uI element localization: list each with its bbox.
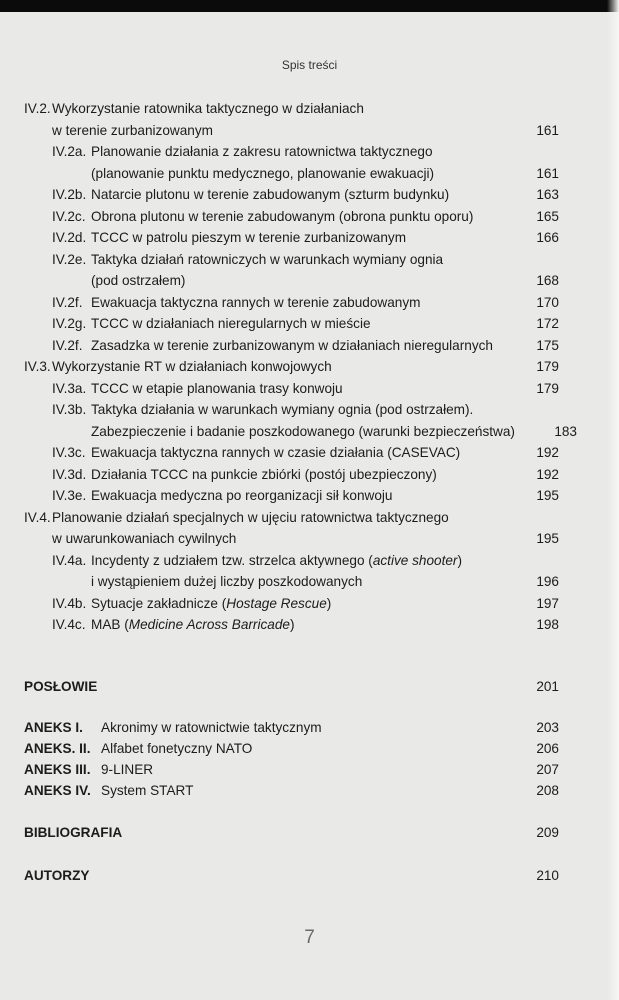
entry-number: IV.2a. [52,144,87,159]
entry-title-text-after: ) [457,552,462,568]
entry-title: Ewakuacja taktyczna rannych w terenie zabudowanym [91,294,421,310]
entry-number: IV.2f. [52,337,83,353]
running-header: Spis treści [281,58,338,72]
entry-number: IV.2b. [52,187,87,202]
entry-title-italic: Hostage Rescue [226,595,327,611]
entry-page: 209 [536,825,559,840]
entry-page: 195 [536,531,559,546]
entry-page: 165 [536,208,559,224]
entry-number: IV.4c. [52,617,86,632]
section-label: BIBLIOGRAFIA [24,825,123,840]
entry-title: Ewakuacja taktyczna rannych w czasie działania (CASEVAC) [91,445,461,460]
entry-title: i wystąpieniem dużej liczby poszkodowanych [91,574,363,589]
entry-number: IV.2e. [52,251,87,267]
entry-title-text-after: ) [326,595,332,611]
entry-title: w terenie zurbanizowanym [52,122,213,138]
entry-number: IV.2d. [52,230,87,245]
entry-title-text-after: ) [289,617,295,632]
entry-number: IV.4. [24,509,51,525]
page-right-edge [607,0,619,1000]
entry-number: IV.3a. [52,380,87,396]
entry-number: IV.2f. [52,294,83,310]
entry-page: 206 [536,741,559,756]
annex-title: Akronimy w ratownictwie taktycznym [101,720,322,735]
entry-title: (pod ostrzałem) [91,273,186,288]
entry-title: TCCC w działaniach nieregularnych w mieście [91,316,371,331]
entry-page: 203 [536,720,559,735]
entry-page: 183 [554,423,577,439]
entry-title-text: Incydenty z udziałem tzw. strzelca aktywnego ( [91,552,373,568]
entry-title: Ewakuacja medyczna po reorganizacji sił konwoju [91,488,393,503]
entry-title: Obrona plutonu w terenie zabudowanym (obrona punktu oporu) [91,208,474,224]
entry-title: Działania TCCC na punkcie zbiórki (postój ubezpieczony) [91,466,437,482]
entry-number: IV.4b. [52,595,87,611]
entry-page: 198 [536,617,559,632]
entry-number: IV.3e. [52,488,87,503]
annex-label: ANEKS. II. [24,741,91,756]
entry-title [91,550,462,572]
entry-title: TCCC w etapie planowania trasy konwoju [91,380,343,396]
entry-title: Planowanie działania z zakresu ratownictwa taktycznego [91,144,433,159]
entry-title: TCCC w patrolu pieszym w terenie zurbanizowanym [91,230,407,245]
entry-title-italic: Medicine Across Barricade [128,617,290,632]
annex-title: Alfabet fonetyczny NATO [101,741,253,756]
section-label: AUTORZY [24,868,90,883]
entry-page: 179 [536,359,559,374]
entry-page: 163 [536,187,559,202]
entry-number: IV.2. [24,101,51,116]
entry-title: Zasadzka w terenie zurbanizowanym w działaniach nieregularnych [91,337,493,353]
entry-number: IV.3c. [52,445,86,460]
entry-page: 207 [536,762,559,777]
entry-page: 172 [536,316,559,331]
annex-title: System START [101,783,194,798]
entry-page: 201 [536,679,559,694]
entry-title: Taktyka działań ratowniczych w warunkach wymiany ognia [91,251,444,267]
entry-page: 168 [536,273,559,288]
entry-number: IV.2g. [52,316,87,331]
entry-title: Planowanie działań specjalnych w ujęciu ratownictwa taktycznego [52,509,449,525]
annex-label: ANEKS IV. [24,783,91,798]
entry-title: Wykorzystanie RT w działaniach konwojowych [52,359,332,374]
page-number: 7 [304,927,315,948]
entry-page: 210 [536,868,559,883]
entry-title: (planowanie punktu medycznego, planowanie ewakuacji) [91,165,435,181]
entry-number: IV.3. [24,359,51,374]
scan-top-edge [0,0,619,12]
entry-title-italic: active shooter [372,552,458,568]
entry-number: IV.3d. [52,466,87,482]
entry-page: 192 [536,445,559,460]
entry-page: 195 [536,488,559,503]
entry-title: Wykorzystanie ratownika taktycznego w działaniach [52,101,364,116]
entry-page: 166 [536,230,559,245]
entry-page: 175 [536,337,559,353]
entry-page: 196 [536,574,559,589]
entry-page: 161 [536,122,559,138]
entry-title-text: MAB ( [91,617,129,632]
entry-title-text: Sytuacje zakładnicze ( [91,595,227,611]
entry-page: 197 [536,595,559,611]
entry-title: Taktyka działania w warunkach wymiany ognia (pod ostrzałem). [91,402,474,417]
entry-number: IV.3b. [52,402,87,417]
annex-label: ANEKS III. [24,762,91,777]
entry-page: 161 [536,165,559,181]
entry-page: 192 [536,466,559,482]
entry-title [91,593,331,615]
annex-title: 9-LINER [101,762,154,777]
entry-number: IV.2c. [52,208,86,224]
entry-page: 170 [536,294,559,310]
entry-page: 179 [536,380,559,396]
entry-number: IV.4a. [52,552,87,568]
entry-title: w uwarunkowaniach cywilnych [52,531,237,546]
annex-label: ANEKS I. [24,720,83,735]
entry-title: Zabezpieczenie i badanie poszkodowanego (warunki bezpieczeństwa) [91,423,515,439]
entry-title: Natarcie plutonu w terenie zabudowanym (szturm budynku) [91,187,450,202]
section-label: POSŁOWIE [24,679,98,694]
entry-title [91,614,294,636]
entry-page: 208 [536,783,559,798]
